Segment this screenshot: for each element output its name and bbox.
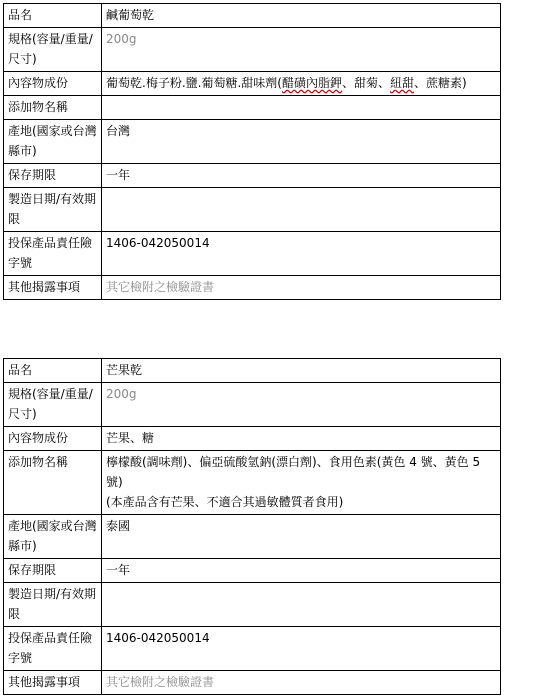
content-label: 內容物成份 — [4, 427, 102, 451]
spec-value: 200g — [102, 383, 501, 427]
other-value: 其它檢附之檢驗證書 — [102, 671, 501, 695]
row-origin — [4, 515, 501, 559]
row-insurance — [4, 232, 501, 276]
spec-label: 規格(容量/重量/尺寸) — [4, 383, 102, 427]
spec-label: 規格(容量/重量/尺寸) — [4, 28, 102, 72]
content-value — [102, 72, 501, 96]
row-insurance — [4, 627, 501, 671]
insurance-value: 1406-042050014 — [102, 627, 501, 671]
origin-label: 產地(國家或台灣縣市) — [4, 120, 102, 164]
shelf-label: 保存期限 — [4, 559, 102, 583]
origin-value: 泰國 — [102, 515, 501, 559]
spec-value: 200g — [102, 28, 501, 72]
origin-label: 產地(國家或台灣縣市) — [4, 515, 102, 559]
additive-label: 添加物名稱 — [4, 96, 102, 120]
mfg-value — [102, 583, 501, 627]
additive-value — [102, 96, 501, 120]
row-mfg-date — [4, 583, 501, 627]
mfg-label: 製造日期/有效期限 — [4, 188, 102, 232]
row-content — [4, 427, 501, 451]
additive-value-line-2: (本產品含有芒果、不適合其過敏體質者食用) — [106, 495, 344, 509]
insurance-label: 投保產品責任險字號 — [4, 232, 102, 276]
shelf-value: 一年 — [102, 164, 501, 188]
additive-label: 添加物名稱 — [4, 451, 102, 515]
row-other — [4, 671, 501, 695]
content-value: 芒果、糖 — [102, 427, 501, 451]
row-origin — [4, 120, 501, 164]
name-label: 品名 — [4, 359, 102, 383]
additive-value-line-1: 檸檬酸(調味劑)、偏亞硫酸氫鈉(漂白劑)、食用色素(黃色 4 號、黃色 5 號) — [106, 455, 481, 489]
other-label: 其他揭露事項 — [4, 276, 102, 300]
row-spec — [4, 383, 501, 427]
content-text-underlined-2: 紐甜 — [389, 76, 414, 90]
name-value: 鹹葡萄乾 — [102, 4, 501, 28]
row-mfg-date — [4, 188, 501, 232]
row-additive — [4, 451, 501, 515]
name-label: 品名 — [4, 4, 102, 28]
product-spec-table-mango — [3, 358, 501, 695]
origin-value: 台灣 — [102, 120, 501, 164]
additive-value — [102, 451, 501, 515]
content-label: 內容物成份 — [4, 72, 102, 96]
row-other — [4, 276, 501, 300]
row-name — [4, 359, 501, 383]
row-content — [4, 72, 501, 96]
shelf-label: 保存期限 — [4, 164, 102, 188]
other-value: 其它檢附之檢驗證書 — [102, 276, 501, 300]
content-text-underlined: 醋磺內脂鉀 — [281, 76, 342, 90]
row-name — [4, 4, 501, 28]
content-text-mid: 、甜菊、 — [341, 76, 390, 90]
name-value: 芒果乾 — [102, 359, 501, 383]
other-label: 其他揭露事項 — [4, 671, 102, 695]
content-text-pre: 葡萄乾.梅子粉.鹽.葡萄糖.甜味劑( — [106, 76, 282, 90]
row-additive — [4, 96, 501, 120]
insurance-label: 投保產品責任險字號 — [4, 627, 102, 671]
row-spec — [4, 28, 501, 72]
mfg-value — [102, 188, 501, 232]
row-shelf-life — [4, 559, 501, 583]
insurance-value: 1406-042050014 — [102, 232, 501, 276]
shelf-value: 一年 — [102, 559, 501, 583]
product-spec-table-raisin — [3, 3, 501, 300]
mfg-label: 製造日期/有效期限 — [4, 583, 102, 627]
content-text-post: 、蔗糖素) — [414, 76, 467, 90]
row-shelf-life — [4, 164, 501, 188]
